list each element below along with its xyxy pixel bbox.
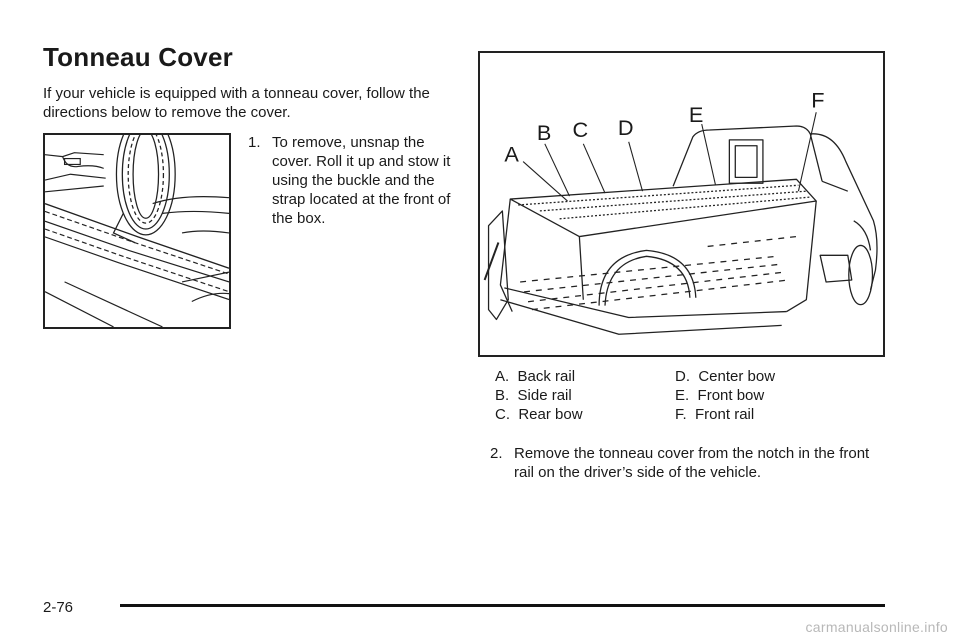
truck-bed-drawing (480, 53, 883, 355)
callout-a: A (504, 141, 519, 167)
step-1 (248, 133, 458, 228)
step-number: 1. (248, 134, 261, 151)
page-number: 2-76 (43, 599, 74, 616)
callout-f: F (811, 87, 825, 113)
section-title: Tonneau Cover (43, 42, 233, 72)
step-number: 2. (490, 445, 503, 462)
step-2 (490, 444, 885, 482)
callout-e: E (688, 102, 704, 128)
legend-item: D. Center bow (675, 368, 776, 385)
intro-paragraph: If your vehicle is equipped with a tonneau cover, follow the directions below to remove the cover. (43, 85, 430, 121)
figure-legend (495, 367, 875, 424)
rolled-cover-illustration (43, 133, 231, 329)
legend-item: E. Front bow (675, 387, 765, 404)
legend-item: B. Side rail (495, 387, 572, 404)
step-text: Remove the tonneau cover from the notch in the front rail on the driver’s side of the vehicle. (514, 445, 870, 481)
footer-divider (120, 604, 885, 607)
callout-d: D (617, 114, 634, 140)
legend-item: F. Front rail (675, 406, 755, 423)
rolled-cover-drawing (45, 135, 229, 327)
callout-b: B (536, 119, 552, 145)
truck-bed-illustration (478, 51, 885, 357)
callout-c: C (572, 116, 589, 142)
watermark: carmanualsonline.info (805, 619, 948, 635)
step-text: To remove, unsnap the cover. Roll it up and stow it using the buckle and the strap located at the front of the box. (272, 134, 451, 227)
legend-item: A. Back rail (495, 368, 576, 385)
legend-item: C. Rear bow (495, 406, 583, 423)
